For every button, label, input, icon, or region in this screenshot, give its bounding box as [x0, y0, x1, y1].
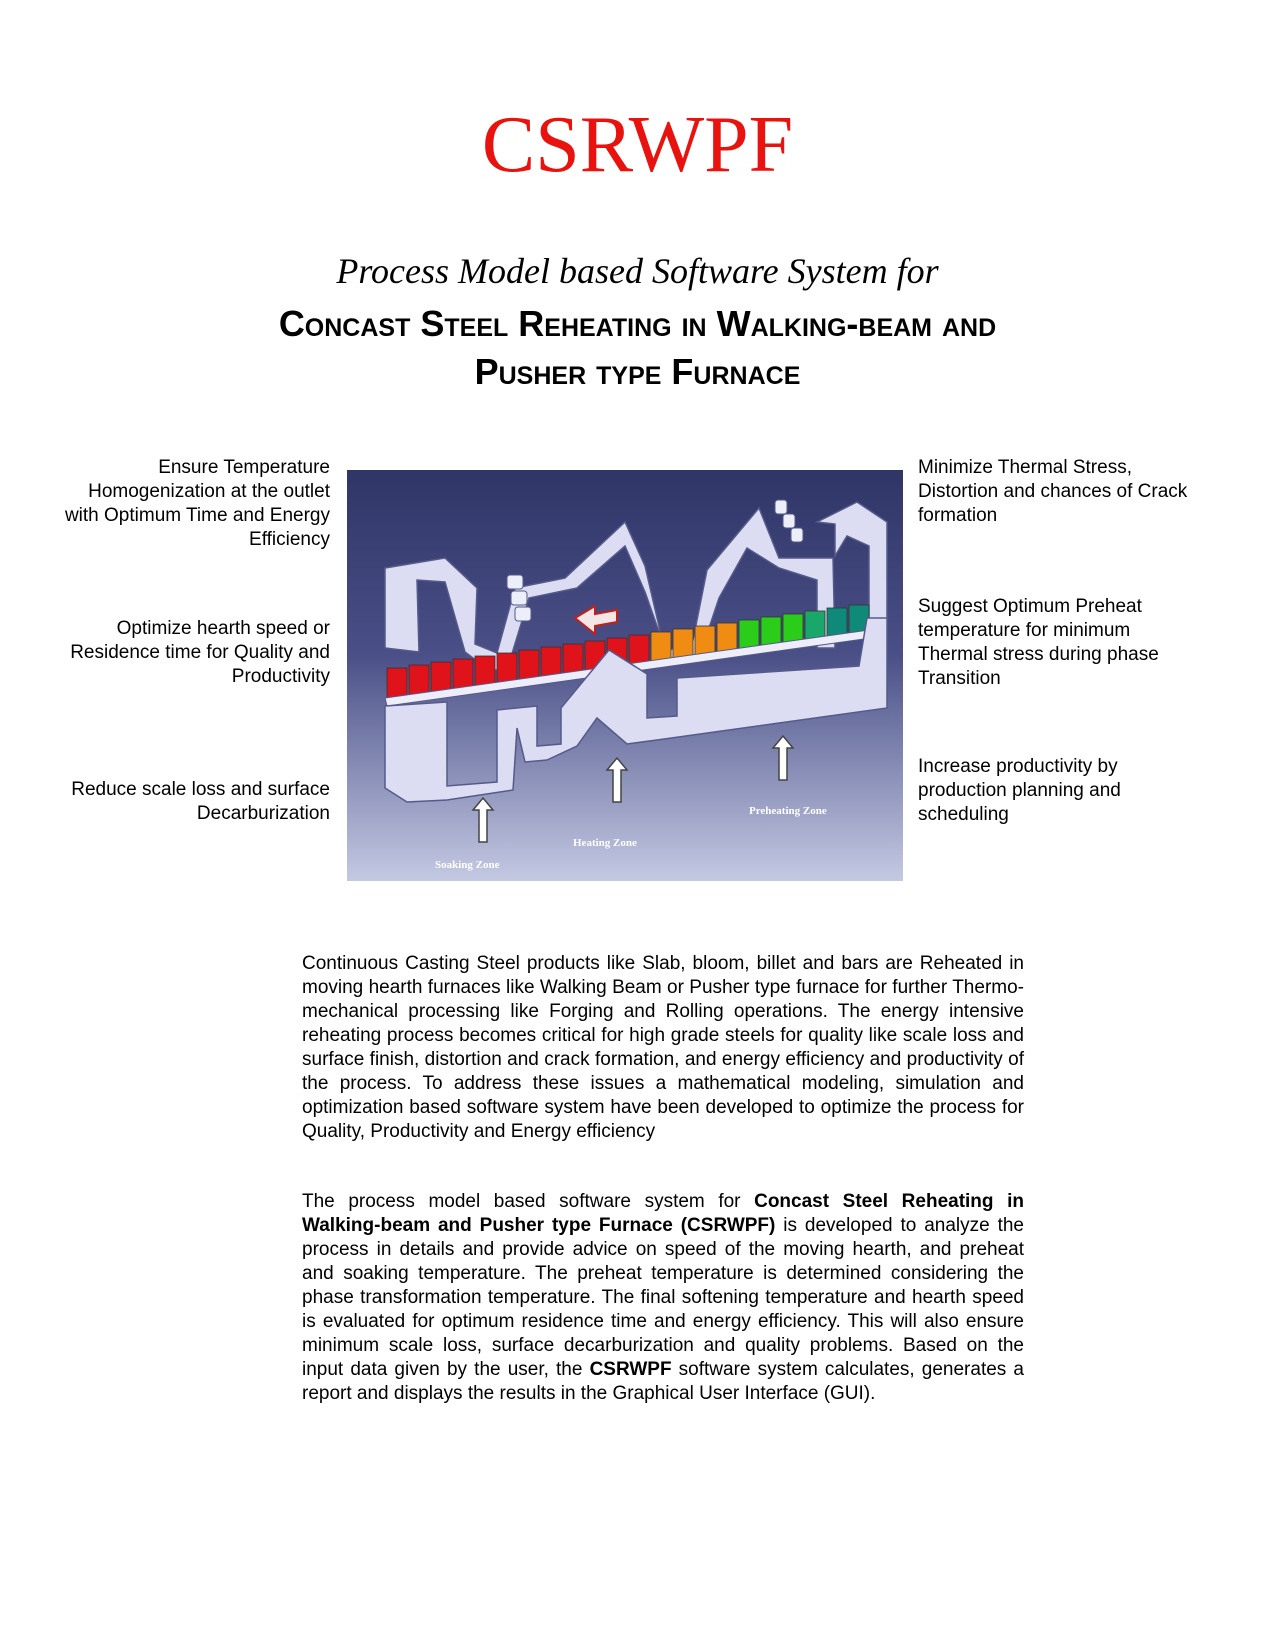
right-note-productivity: Increase productivity by production planning and scheduling [918, 756, 1121, 825]
zone-label-soaking: Soaking Zone [435, 859, 500, 871]
heading-line-2: Pusher type Furnace [474, 351, 801, 392]
right-note-preheat: Suggest Optimum Preheat temperature for minimum Thermal stress during phase Transition [918, 596, 1159, 689]
paragraph-intro: Continuous Casting Steel products like Slab, bloom, billet and bars are Reheated in moving hearth furnaces like Walking Beam or Pusher type furnace for further Thermo-mechanical processing like Forging and Rolling operations. The energy intensive reheating process becomes critical for high grade steels for quality like scale loss and surface finish, distortion and crack formation, and energy efficiency and productivity of the process. To address these issues a mathematical modeling, simulation and optimization based software system have been developed to optimize the process for Quality, Productivity and Energy efficiency [302, 953, 1024, 1142]
paragraph2-part3: software system calculates, generates a report and displays the results in the Graphical User Interface (GUI). [302, 1359, 1024, 1404]
furnace-illustration [347, 470, 903, 881]
left-note-scale-loss: Reduce scale loss and surface Decarburization [71, 779, 330, 824]
document-subtitle: Process Model based Software System for [336, 251, 939, 291]
paragraph2-part1: The process model based software system for [302, 1191, 755, 1212]
paragraph2-part2: is developed to analyze the process in details and provide advice on speed of the moving hearth, and preheat and soaking temperature. The preheat temperature is determined considering the phase transformation temperature. The final softening temperature and hearth speed is evaluated for optimum residence time and energy efficiency. This will also ensure minimum scale loss, surface decarburization and quality problems. Based on the input data given by the user, the [302, 1215, 1024, 1380]
zone-label-preheating: Preheating Zone [749, 805, 827, 817]
right-note-thermal-stress: Minimize Thermal Stress, Distortion and chances of Crack formation [918, 457, 1188, 526]
document-heading [150, 300, 1125, 396]
paragraph2-bold-name: Concast Steel Reheating in Walking-beam and Pusher type Furnace (CSRWPF) [302, 1191, 1024, 1236]
zone-label-heating: Heating Zone [573, 837, 637, 849]
document-title: CSRWPF [481, 101, 794, 189]
left-note-homogenization: Ensure Temperature Homogenization at the outlet with Optimum Time and Energy Efficiency [64, 457, 330, 550]
left-note-hearth-speed: Optimize hearth speed or Residence time for Quality and Productivity [70, 618, 330, 687]
paragraph2-bold-acronym: CSRWPF [589, 1359, 672, 1380]
paragraph-csrwpf [302, 1190, 1024, 1406]
heading-line-1: Concast Steel Reheating in Walking-beam and [278, 303, 997, 344]
